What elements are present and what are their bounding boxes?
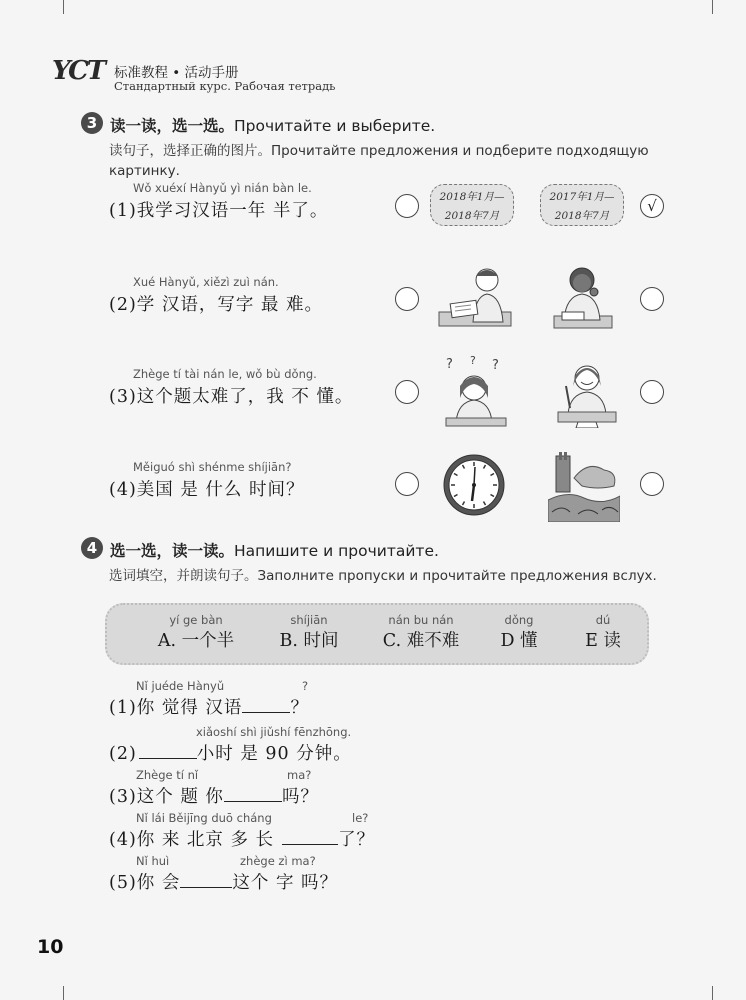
section-4-title-chinese: 选一选，读一读。	[110, 542, 235, 560]
section-4-instruction: 选词填空，并朗读句子。Заполните пропуски и прочитайте предложения вслух.	[109, 568, 657, 584]
item-1-number: (1)	[109, 201, 137, 221]
fill-5-pinyin-end: zhège zì ma?	[240, 854, 316, 868]
section-3-title-russian: Прочитайте и выберите.	[234, 117, 436, 135]
landscape-icon[interactable]	[548, 450, 620, 526]
crop-mark	[63, 0, 64, 14]
item-3-right-answer-circle[interactable]	[640, 380, 664, 404]
fill-2-text-after: 小时 是 90 分钟。	[196, 744, 352, 764]
fill-4-text-before: 你 来 北京 多 长	[136, 830, 275, 850]
word-option-pinyin: nán bu nán	[388, 613, 454, 627]
item-2-sentence	[109, 291, 323, 316]
fill-5-blank[interactable]	[180, 873, 232, 888]
item-1-left-answer-circle[interactable]	[395, 194, 419, 218]
section-3-title-chinese: 读一读，选一选。	[110, 117, 235, 135]
item-2-pinyin: Xué Hànyǔ, xiězì zuì nán.	[133, 275, 279, 289]
fill-1-text-before: 你 觉得 汉语	[136, 698, 243, 718]
fill-3-sentence	[109, 783, 319, 808]
item-1-right-answer-circle[interactable]: √	[640, 194, 664, 218]
fill-1-number: (1)	[109, 698, 137, 718]
fill-3-pinyin: Zhège tí nǐ	[136, 768, 199, 782]
page-number: 10	[37, 936, 64, 958]
fill-4-number: (4)	[109, 830, 137, 850]
word-option-label: E 读	[585, 631, 621, 651]
word-option-label: C. 难不难	[382, 631, 460, 651]
date-line-2: 2018年7月	[554, 210, 610, 222]
word-option-pinyin: dú	[595, 613, 611, 627]
word-option-label: A. 一个半	[157, 631, 235, 651]
fill-3-pinyin-end: ma?	[287, 768, 312, 782]
fill-2-sentence	[109, 740, 352, 765]
fill-4-blank[interactable]	[282, 830, 338, 845]
word-option-c[interactable]	[375, 613, 467, 652]
section-3-badge: 3	[81, 112, 103, 134]
svg-text:?: ?	[492, 358, 499, 373]
item-3-pinyin: Zhège tí tài nán le, wǒ bù dǒng.	[133, 367, 317, 381]
fill-4-pinyin-end: le?	[352, 811, 369, 825]
fill-1-pinyin-end: ?	[302, 679, 309, 693]
item-4-pinyin: Měiguó shì shénme shíjiān?	[133, 460, 292, 474]
fill-5-text-before: 你 会	[136, 873, 181, 893]
item-4-chinese: 美国 是 什么 时间？	[136, 480, 305, 500]
clock-icon[interactable]	[442, 453, 506, 521]
section-4-title	[110, 539, 439, 561]
word-option-label: D 懂	[500, 631, 538, 651]
item-1-sentence	[109, 197, 328, 222]
fill-3-text-after: 吗？	[281, 787, 319, 807]
boy-writing-icon[interactable]	[435, 262, 515, 338]
date-line-1: 2018年1月—	[439, 191, 505, 203]
header-title-russian: Стандартный курс. Рабочая тетрадь	[114, 79, 336, 93]
item-2-number: (2)	[109, 295, 137, 315]
fill-1-pinyin: Nǐ juéde Hànyǔ	[136, 679, 225, 693]
fill-4-sentence	[109, 826, 375, 851]
item-4-right-answer-circle[interactable]	[640, 472, 664, 496]
word-option-a[interactable]	[153, 613, 239, 652]
item-4-number: (4)	[109, 480, 137, 500]
fill-2-pinyin: xiǎoshí shì jiǔshí fēnzhōng.	[196, 725, 352, 739]
fill-2-blank[interactable]	[139, 744, 197, 759]
confused-girl-icon[interactable]	[440, 356, 512, 432]
item-1-pinyin: Wǒ xuéxí Hànyǔ yì nián bàn le.	[133, 181, 312, 195]
crop-mark	[63, 986, 64, 1000]
word-option-label: B. 时间	[279, 631, 339, 651]
yct-logo: YCT	[52, 56, 105, 86]
fill-4-text-after: 了？	[338, 830, 376, 850]
fill-1-text-after: ？	[290, 698, 309, 718]
item-3-left-answer-circle[interactable]	[395, 380, 419, 404]
date-line-2: 2018年7月	[444, 210, 500, 222]
svg-text:?: ?	[446, 357, 453, 372]
section-3-title	[110, 114, 435, 136]
fill-1-blank[interactable]	[242, 698, 290, 713]
boy-thinking-icon[interactable]	[548, 262, 618, 338]
word-option-b[interactable]	[269, 613, 349, 652]
word-option-pinyin: yí ge bàn	[169, 613, 223, 627]
fill-5-number: (5)	[109, 873, 137, 893]
crop-mark	[712, 0, 713, 14]
item-1-right-date-option[interactable]	[540, 184, 624, 226]
happy-girl-icon[interactable]	[552, 356, 622, 432]
fill-4-pinyin: Nǐ lái Běijīng duō cháng	[136, 811, 272, 825]
word-option-d[interactable]	[489, 613, 549, 652]
item-3-number: (3)	[109, 387, 137, 407]
item-4-sentence	[109, 476, 305, 501]
fill-3-number: (3)	[109, 787, 137, 807]
item-1-left-date-option[interactable]	[430, 184, 514, 226]
date-line-1: 2017年1月—	[549, 191, 615, 203]
fill-5-sentence	[109, 869, 338, 894]
item-2-chinese: 学 汉语，写字 最 难。	[136, 295, 323, 315]
fill-2-number: (2)	[109, 744, 137, 764]
item-1-chinese: 我学习汉语一年 半了。	[136, 201, 329, 221]
fill-5-text-after: 这个 字 吗？	[232, 873, 339, 893]
item-2-right-answer-circle[interactable]	[640, 287, 664, 311]
word-option-pinyin: shíjiān	[290, 613, 328, 627]
fill-3-blank[interactable]	[224, 787, 282, 802]
section-4-badge: 4	[81, 537, 103, 559]
fill-3-text-before: 这个 题 你	[136, 787, 224, 807]
svg-text:?: ?	[470, 356, 476, 367]
header-title-chinese: 标准教程 • 活动手册	[114, 65, 239, 81]
fill-1-sentence	[109, 694, 309, 719]
word-option-e[interactable]	[577, 613, 629, 652]
item-4-left-answer-circle[interactable]	[395, 472, 419, 496]
crop-mark	[712, 986, 713, 1000]
section-3-instruction: 读句子，选择正确的图片。Прочитайте предложения и подберите подходящую картинку.	[109, 143, 649, 179]
word-bank	[105, 603, 649, 665]
item-3-sentence	[109, 383, 353, 408]
item-3-chinese: 这个题太难了，我 不 懂。	[136, 387, 354, 407]
item-2-left-answer-circle[interactable]	[395, 287, 419, 311]
word-option-pinyin: dǒng	[504, 613, 534, 627]
section-4-title-russian: Напишите и прочитайте.	[234, 542, 439, 560]
fill-5-pinyin: Nǐ huì	[136, 854, 170, 868]
